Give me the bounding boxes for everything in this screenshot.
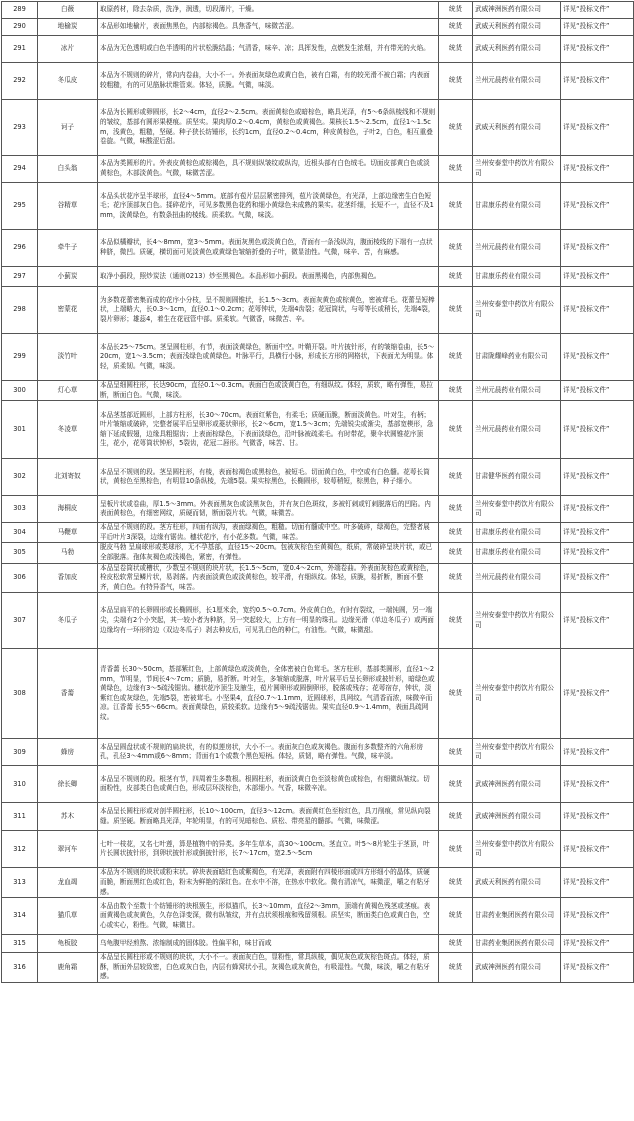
table-row [2, 19, 634, 36]
grade-label: 统货 [439, 803, 473, 831]
table-row [2, 381, 634, 401]
supplier-company: 甘肃康乐药业有限公司 [473, 267, 561, 287]
table-row [2, 2, 634, 19]
remark: 详见“投标文件” [561, 739, 634, 766]
supplier-company: 兰州安泰堂中药饮片有限公司 [473, 496, 561, 523]
row-number: 294 [2, 156, 38, 183]
grade-label: 统货 [439, 19, 473, 36]
herb-name: 牵牛子 [38, 230, 98, 267]
herb-name: 淡竹叶 [38, 334, 98, 381]
remark: 详见“投标文件” [561, 831, 634, 868]
table-row [2, 543, 634, 563]
row-number: 314 [2, 898, 38, 935]
grade-label: 统货 [439, 649, 473, 739]
herb-name: 苏木 [38, 803, 98, 831]
herb-description: 本品呈圆盘状或不规则的扁块状，有的似莲房状，大小不一。表面灰白色或灰褐色。腹面有多数整齐的六角形房孔，孔径3～4mm或6～8mm；背面有1个或数个黑色短柄。体轻，质韧，略有弹性。气微，味辛淡。 [98, 739, 439, 766]
herb-name: 冬瓜子 [38, 593, 98, 649]
remark: 详见“投标文件” [561, 868, 634, 898]
supplier-company: 甘肃健华医药有限公司 [473, 459, 561, 496]
herb-description: 取净小蓟段，照炒炭法（通则0213）炒至黑褐色。本品形如小蓟段。表面黑褐色，内部焦褐色。 [98, 267, 439, 287]
supplier-company: 兰州安泰堂中药饮片有限公司 [473, 649, 561, 739]
remark: 详见“投标文件” [561, 401, 634, 459]
herb-description: 本品长25～75cm。茎呈圆柱形，有节，表面淡黄绿色，断面中空。叶鞘开裂。叶片披针形，有的皱缩卷曲，长5～20cm，宽1～3.5cm；表面浅绿色或黄绿色。叶脉平行，具横行小脉，形成长方形的网格状，下表面尤为明显。体轻，质柔韧。气微，味淡。 [98, 334, 439, 381]
herb-description: 七叶一枝花，又名七叶莲，算是植物中的异类。多年生草本，高30～100cm。茎直立。叶5～8片轮生于茎顶，叶片长圆状披针形，到卵状披针形或倒披针形，长7～17cm，宽2.5～5cm [98, 831, 439, 868]
grade-label: 统货 [439, 334, 473, 381]
grade-label: 统货 [439, 593, 473, 649]
row-number: 298 [2, 287, 38, 334]
herb-description: 乌龟腹甲经煎熬、浓缩制成的固体胶。性偏平和，味甘而咸 [98, 935, 439, 953]
table-row [2, 649, 634, 739]
herb-name: 徐长卿 [38, 766, 98, 803]
herb-name: 龙血竭 [38, 868, 98, 898]
table-row [2, 868, 634, 898]
table-row [2, 496, 634, 523]
table-row [2, 593, 634, 649]
herb-name: 翠河车 [38, 831, 98, 868]
herb-name: 白薇 [38, 2, 98, 19]
row-number: 300 [2, 381, 38, 401]
herb-description: 本品为长圆形或卵圆形，长2～4cm，直径2～2.5cm。表面黄棕色或暗棕色，略具光泽，有5～6条纵棱线和不规则的皱纹，基部有圆形果梗痕。质坚实。果肉厚0.2～0.4cm，黄棕色或黄褐色。果核长1.5～2.5cm，直径1～1.5cm，浅黄色，粗糙，坚硬。种子狭长纺锤形，长约1cm，直径0.2～0.4cm，种皮黄棕色，子叶2，白色，相互重叠卷旋。气微，味酸涩后甜。 [98, 100, 439, 156]
row-number: 310 [2, 766, 38, 803]
row-number: 308 [2, 649, 38, 739]
herb-name: 香薷 [38, 649, 98, 739]
supplier-company: 兰州元晨药业有限公司 [473, 401, 561, 459]
table-row [2, 831, 634, 868]
supplier-company: 武威天利医药有限公司 [473, 19, 561, 36]
herb-name: 海桐皮 [38, 496, 98, 523]
row-number: 295 [2, 183, 38, 230]
supplier-company: 甘肃药业集团医药有限公司 [473, 898, 561, 935]
row-number: 303 [2, 496, 38, 523]
row-number: 315 [2, 935, 38, 953]
grade-label: 统货 [439, 935, 473, 953]
herb-description: 本品呈长圆柱形或对剖半圆柱形，长10～100cm，直径3～12cm。表面黄红色至棕红色，具刀削痕，常见纵向裂缝。质坚硬。断面略具光泽，年轮明显，有的可见暗棕色、质松、带亮星的髓部。气微，味微涩。 [98, 803, 439, 831]
grade-label: 统货 [439, 459, 473, 496]
remark: 详见“投标文件” [561, 563, 634, 593]
remark: 详见“投标文件” [561, 63, 634, 100]
row-number: 316 [2, 953, 38, 983]
supplier-company: 甘肃陇耀峰药业有限公司 [473, 334, 561, 381]
supplier-company: 兰州安泰堂中药饮片有限公司 [473, 593, 561, 649]
remark: 详见“投标文件” [561, 898, 634, 935]
remark: 详见“投标文件” [561, 100, 634, 156]
herb-description: 本品茎基部近圆形，上部方柱形，长30～70cm。表面红紫色，有柔毛；质硬而脆，断面淡黄色。叶对生，有柄；叶片皱缩或破碎，完整者展平后呈卵形或菱状卵形，长2～6cm，宽1.5～3cm；先端锐尖或渐尖，基部宽楔形，急缩下延成假翅，边缘具粗锯齿；上表面棕绿色，下表面淡绿色，沿叶脉被疏柔毛。有时带花，聚伞状圆锥花序顶生，花小，花萼筒状钟形，5裂齿，花冠二唇形。气微香，味苦、甘。 [98, 401, 439, 459]
table-row [2, 63, 634, 100]
table-row [2, 739, 634, 766]
remark: 详见“投标文件” [561, 496, 634, 523]
herb-description: 青香薷 长30～50cm，基部紫红色，上部黄绿色或淡黄色，全体密被白色茸毛。茎方柱形，基部类圆形，直径1～2mm，节明显，节间长4～7cm；质脆，易折断。叶对生，多皱缩或脱落，叶片展平后呈长卵形或披针形，暗绿色或黄绿色，边缘有3～5疏浅锯齿。穗状花序顶生及腋生，苞片圆卵形或圆倒卵形，脱落或残存；花萼宿存，钟状，淡紫红色或灰绿色，先端5裂，密被茸毛。小坚果4，直径0.7～1.1mm，近圆球形，具网纹。气清香而浓，味微辛而凉。江香薷 长55～66cm。表面黄绿色，质较柔软。边缘有5～9疏浅锯齿。果实直径0.9～1.4mm，表面具疏网纹。 [98, 649, 439, 739]
grade-label: 统货 [439, 953, 473, 983]
grade-label: 统货 [439, 563, 473, 593]
grade-label: 统货 [439, 496, 473, 523]
supplier-company: 兰州安泰堂中药饮片有限公司 [473, 739, 561, 766]
supplier-company: 兰州安泰堂中药饮片有限公司 [473, 156, 561, 183]
grade-label: 统货 [439, 831, 473, 868]
supplier-company: 甘肃康乐药业有限公司 [473, 523, 561, 543]
remark: 详见“投标文件” [561, 230, 634, 267]
row-number: 309 [2, 739, 38, 766]
herb-description: 本品呈扁平的长卵圆形或长椭圆形，长1厘米余，宽约0.5～0.7cm。外皮黄白色，有时有裂纹，一端钝圆，另一端尖，尖端有2个小突起，其一较小者为种脐，另一突起较大，上方有一明显的珠孔。边缘光滑（单边冬瓜子）或两面边缘均有一环形的边（双边冬瓜子）剥去种皮后，可见乳白色的种仁，有油性。气微，味微甜。 [98, 593, 439, 649]
herb-description: 本品呈细圆柱形，长达90cm，直径0.1～0.3cm。表面白色或淡黄白色，有细纵纹。体轻，质软，略有弹性，易拉断，断面白色。气微，味淡。 [98, 381, 439, 401]
herb-name: 冬凌草 [38, 401, 98, 459]
table-row [2, 267, 634, 287]
supplier-company: 武威神洲医药有限公司 [473, 953, 561, 983]
grade-label: 统货 [439, 230, 473, 267]
row-number: 304 [2, 523, 38, 543]
herb-description: 本品为无色透明或白色半透明的片状松脆结晶；气清香，味辛、凉；具挥发性，点燃发生浓烟，并有带光的火焰。 [98, 36, 439, 63]
grade-label: 统货 [439, 739, 473, 766]
herb-description: 本品为类圆形的片。外表皮黄棕色或棕褐色，具不规则纵皱纹或纵沟，近根头部有白色绒毛。切面皮部黄白色或淡黄棕色，木部淡黄色。气微，味微苦涩。 [98, 156, 439, 183]
supplier-company: 甘肃康乐药业有限公司 [473, 183, 561, 230]
remark: 详见“投标文件” [561, 287, 634, 334]
remark: 详见“投标文件” [561, 523, 634, 543]
remark: 详见“投标文件” [561, 183, 634, 230]
row-number: 305 [2, 543, 38, 563]
row-number: 311 [2, 803, 38, 831]
table-row [2, 156, 634, 183]
grade-label: 统货 [439, 36, 473, 63]
remark: 详见“投标文件” [561, 766, 634, 803]
remark: 详见“投标文件” [561, 36, 634, 63]
row-number: 301 [2, 401, 38, 459]
herb-name: 鹿角霜 [38, 953, 98, 983]
herb-description: 脱皮马勃 呈扁球形或类球形，无不孕基部，直径15～20cm。包被灰棕色至黄褐色，纸质，常破碎呈块片状，或已全部脱落。孢体灰褐色或浅褐色，紧密，有弹性。 [98, 543, 439, 563]
herb-description: 本品呈长圆柱形或不规则的块状，大小不一。表面灰白色，显粉性，常具纵棱，偶见灰色或灰棕色斑点。体轻，质酥，断面外层较致密，白色或灰白色，内层有蜂窝状小孔，灰褐色或灰黄色，有吸湿性。气微，味淡，嚼之有粘牙感。 [98, 953, 439, 983]
herb-description: 本品似橘瓣状，长4～8mm，宽3～5mm。表面灰黑色或淡黄白色，背面有一条浅纵沟，腹面棱线的下端有一点状种脐，微凹。质硬，横切面可见淡黄色或黄绿色皱缩折叠的子叶，微显油性。气微，味辛、苦，有麻感。 [98, 230, 439, 267]
supplier-company: 兰州元晨药业有限公司 [473, 230, 561, 267]
remark: 详见“投标文件” [561, 334, 634, 381]
supplier-company: 兰州安泰堂中药饮片有限公司 [473, 287, 561, 334]
grade-label: 统货 [439, 267, 473, 287]
row-number: 306 [2, 563, 38, 593]
table-row [2, 287, 634, 334]
herb-name: 香加皮 [38, 563, 98, 593]
row-number: 297 [2, 267, 38, 287]
herb-description: 呈板片状或卷曲，厚1.5～3mm。外表面黑灰色或淡黑灰色，并有灰白色斑纹，多被钉刺或钉刺脱落后的凹陷。内表面黄棕色，有细密网纹，质硬而韧，断面裂片状。气微，味微苦。 [98, 496, 439, 523]
table-row [2, 100, 634, 156]
product-table [1, 1, 634, 983]
table-row [2, 523, 634, 543]
herb-description: 本品头状花序呈半球形，直径4～5mm。底部有苞片层层紧密排列，苞片淡黄绿色，有光泽，上部边缘密生白色短毛；花序顶部灰白色。揉碎花序，可见多数黑色花药和细小黄绿色未成熟的果实。花茎纤细，长短不一，直径不及1mm，淡黄绿色，有数条扭曲的棱线。质柔软。气微，味淡。 [98, 183, 439, 230]
supplier-company: 武威神洲医药有限公司 [473, 803, 561, 831]
supplier-company: 兰州元晨药业有限公司 [473, 563, 561, 593]
table-row [2, 36, 634, 63]
row-number: 290 [2, 19, 38, 36]
herb-name: 冬瓜皮 [38, 63, 98, 100]
grade-label: 统货 [439, 381, 473, 401]
row-number: 307 [2, 593, 38, 649]
row-number: 302 [2, 459, 38, 496]
supplier-company: 甘肃药业集团医药有限公司 [473, 935, 561, 953]
grade-label: 统货 [439, 766, 473, 803]
table-row [2, 183, 634, 230]
supplier-company: 兰州元晨药业有限公司 [473, 381, 561, 401]
grade-label: 统货 [439, 63, 473, 100]
herb-description: 取原药材，除去杂质，洗净，润透，切段薄片，干燥。 [98, 2, 439, 19]
herb-description: 本品呈卷筒状或槽状，少数呈不规则的块片状，长1.5～5cm，宽0.4～2cm，外端卷曲。外表面灰棕色或黄棕色，栓皮松软常呈鳞片状，易剥落。内表面淡黄色或淡黄棕色，较平滑，有细纵纹。体轻，质脆，易折断，断面不整齐，黄白色。有特异香气，味苦。 [98, 563, 439, 593]
herb-description: 本品为不规则的块状或粉末状。碎块表面暗红色或紫褐色，有光泽，表面附有四棱形面或四方形细小的晶体，质硬而脆，断面黑红色或红色，粉末为鲜艳的深红色。在水中不溶，在热水中软化。微有清凉气，味微涩，嚼之有粘牙感。 [98, 868, 439, 898]
herb-name: 密蒙花 [38, 287, 98, 334]
row-number: 292 [2, 63, 38, 100]
herb-description: 本品呈不规则的段。根茎有节，四周着生多数根。根圆柱形，表面淡黄白色至淡棕黄色或棕色，有细微纵皱纹。切面粉性，皮部类白色或黄白色，形成层环淡棕色，木部细小。气香，味微辛凉。 [98, 766, 439, 803]
supplier-company: 武威天利医药有限公司 [473, 100, 561, 156]
grade-label: 统货 [439, 543, 473, 563]
herb-description: 本品为不规则的碎片，常向内卷曲，大小不一。外表面灰绿色或黄白色，被有白霜，有的较光滑不被白霜；内表面较粗糙，有的可见筋脉状维管束。体轻，质脆。气微，味淡。 [98, 63, 439, 100]
herb-name: 北刘寄奴 [38, 459, 98, 496]
table-row [2, 803, 634, 831]
row-number: 312 [2, 831, 38, 868]
supplier-company: 甘肃康乐药业有限公司 [473, 543, 561, 563]
remark: 详见“投标文件” [561, 267, 634, 287]
herb-name: 冰片 [38, 36, 98, 63]
grade-label: 统货 [439, 156, 473, 183]
table-row [2, 898, 634, 935]
herb-description: 本品呈不规则的段。茎方柱形，四面有纵沟，表面绿褐色，粗糙。切面有髓或中空。叶多破碎，绿褐色，完整者展平后叶片3深裂，边缘有锯齿。穗状花序，有小花多数。气微，味苦。 [98, 523, 439, 543]
remark: 详见“投标文件” [561, 156, 634, 183]
herb-name: 灯心草 [38, 381, 98, 401]
grade-label: 统货 [439, 183, 473, 230]
table-row [2, 563, 634, 593]
herb-name: 马勃 [38, 543, 98, 563]
remark: 详见“投标文件” [561, 803, 634, 831]
herb-name: 白头翁 [38, 156, 98, 183]
supplier-company: 武威神洲医药有限公司 [473, 766, 561, 803]
table-row [2, 953, 634, 983]
herb-name: 蜂房 [38, 739, 98, 766]
table-row [2, 935, 634, 953]
remark: 详见“投标文件” [561, 2, 634, 19]
remark: 详见“投标文件” [561, 953, 634, 983]
grade-label: 统货 [439, 401, 473, 459]
supplier-company: 武威天利医药有限公司 [473, 868, 561, 898]
herb-name: 龟板胶 [38, 935, 98, 953]
herb-description: 本品呈不规则的段。茎呈圆柱形，有棱，表面棕褐色或黑棕色，被短毛。切面黄白色，中空或有白色髓。花萼长筒状，黄棕色至黑棕色，有明显10条纵棱，先端5裂。果实棕黑色，长椭圆形，较萼稍短，棕黑色，种子细小。 [98, 459, 439, 496]
table-row [2, 334, 634, 381]
row-number: 289 [2, 2, 38, 19]
table-row [2, 230, 634, 267]
supplier-company: 兰州元晨药业有限公司 [473, 63, 561, 100]
herb-name: 马鞭草 [38, 523, 98, 543]
row-number: 291 [2, 36, 38, 63]
herb-description: 本品形如地榆片，表面焦黑色，内部棕褐色。具焦香气，味微苦涩。 [98, 19, 439, 36]
table-row [2, 459, 634, 496]
herb-name: 小蓟炭 [38, 267, 98, 287]
remark: 详见“投标文件” [561, 935, 634, 953]
grade-label: 统货 [439, 868, 473, 898]
grade-label: 统货 [439, 898, 473, 935]
table-body [2, 2, 634, 983]
table-row [2, 766, 634, 803]
supplier-company: 兰州安泰堂中药饮片有限公司 [473, 831, 561, 868]
remark: 详见“投标文件” [561, 19, 634, 36]
remark: 详见“投标文件” [561, 459, 634, 496]
remark: 详见“投标文件” [561, 381, 634, 401]
supplier-company: 武威天利医药有限公司 [473, 36, 561, 63]
remark: 详见“投标文件” [561, 543, 634, 563]
remark: 详见“投标文件” [561, 649, 634, 739]
grade-label: 统货 [439, 100, 473, 156]
herb-name: 诃子 [38, 100, 98, 156]
table-row [2, 401, 634, 459]
supplier-company: 武威神洲医药有限公司 [473, 2, 561, 19]
row-number: 293 [2, 100, 38, 156]
row-number: 299 [2, 334, 38, 381]
row-number: 313 [2, 868, 38, 898]
herb-description: 为多数花蕾密集而成的花序小分枝，呈不规则圆锥状，长1.5～3cm。表面灰黄色或棕黄色，密被茸毛。花蕾呈短棒状，上端略大，长0.3～1cm，直径0.1～0.2cm；花萼钟状，先端4齿裂；花冠筒状，与萼等长或稍长，先端4裂，裂片卵形；雄蕊4，着生在花冠管中部。质柔软。气微香，味微苦、辛。 [98, 287, 439, 334]
herb-name: 猫爪草 [38, 898, 98, 935]
remark: 详见“投标文件” [561, 593, 634, 649]
herb-name: 谷精草 [38, 183, 98, 230]
row-number: 296 [2, 230, 38, 267]
grade-label: 统货 [439, 2, 473, 19]
grade-label: 统货 [439, 287, 473, 334]
grade-label: 统货 [439, 523, 473, 543]
herb-description: 本品由数个至数十个纺锤形的块根簇生，形似猫爪，长3～10mm，直径2～3mm，顶端有黄褐色残茎或茎痕。表面黄褐色或灰黄色，久存色泽变深，微有纵皱纹，并有点状须根痕和残留须根。质坚实，断面类白色或黄白色，空心或实心，粉性。气微，味微甘。 [98, 898, 439, 935]
herb-name: 地榆炭 [38, 19, 98, 36]
